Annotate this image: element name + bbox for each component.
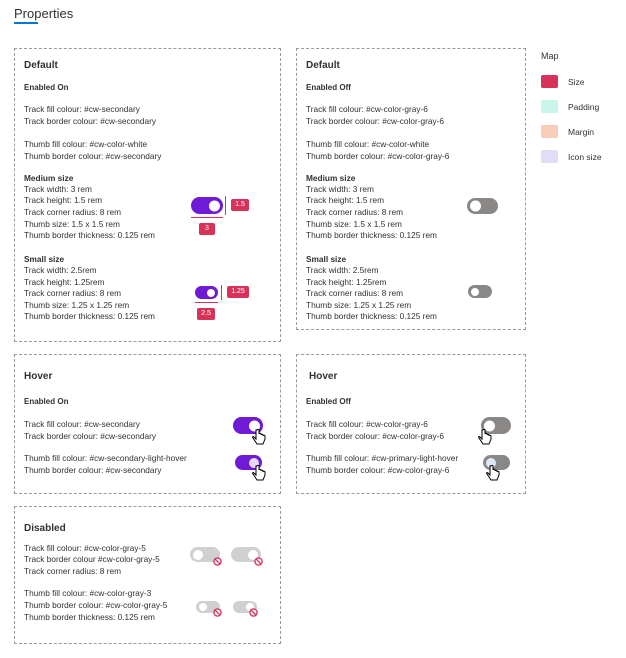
map-swatch-icon-size	[541, 150, 558, 163]
track-border-text: Track border colour: #cw-secondary	[24, 116, 157, 126]
toggle-thumb	[193, 550, 203, 560]
width-dimension-line	[195, 302, 218, 303]
not-allowed-icon	[254, 557, 263, 566]
thumb-border-text: Thumb border colour: #cw-color-gray-6	[306, 151, 450, 161]
map-label: Padding	[568, 102, 600, 112]
card-hover-on	[14, 354, 281, 494]
height-dimension-line	[225, 196, 226, 215]
medium-line: Thumb border thickness: 0.125 rem	[24, 230, 155, 240]
map-swatch-margin	[541, 125, 558, 138]
hand-pointer-icon	[252, 465, 266, 483]
map-label: Icon size	[568, 152, 602, 162]
not-allowed-icon	[249, 608, 258, 617]
thumb-fill-text: Thumb fill colour: #cw-color-white	[24, 139, 148, 149]
medium-heading: Medium size	[306, 173, 356, 183]
thumb-line: Thumb border thickness: 0.125 rem	[24, 612, 155, 622]
toggle-thumb	[471, 288, 479, 296]
track-line: Track corner radius: 8 rem	[24, 566, 121, 576]
width-dimension-line	[191, 217, 223, 218]
not-allowed-icon	[213, 557, 222, 566]
map-swatch-padding	[541, 100, 558, 113]
height-dimension-line	[221, 285, 222, 300]
toggle-thumb	[199, 603, 207, 611]
small-line: Track width: 2.5rem	[24, 265, 97, 275]
track-border-text: Track border colour: #cw-secondary	[24, 431, 157, 441]
small-toggle-on[interactable]	[195, 286, 218, 299]
track-line: Track fill colour: #cw-color-gray-5	[24, 543, 146, 553]
thumb-border-text: Thumb border colour: #cw-secondary	[24, 151, 162, 161]
thumb-fill-text: Thumb fill colour: #cw-secondary-light-hover	[24, 453, 187, 463]
medium-line: Track height: 1.5 rem	[24, 195, 103, 205]
track-fill-text: Track fill colour: #cw-color-gray-6	[306, 104, 428, 114]
map-title: Map	[541, 51, 559, 61]
track-fill-text: Track fill colour: #cw-color-gray-6	[306, 419, 428, 429]
toggle-thumb	[470, 201, 481, 212]
medium-line: Track corner radius: 8 rem	[306, 207, 403, 217]
toggle-thumb	[207, 289, 215, 297]
card-default-off	[296, 48, 526, 330]
small-line: Track corner radius: 8 rem	[24, 288, 121, 298]
medium-line: Thumb size: 1.5 x 1.5 rem	[306, 219, 402, 229]
width-size-badge: 2.5	[197, 308, 215, 320]
track-border-text: Track border colour: #cw-color-gray-6	[306, 116, 445, 126]
small-line: Thumb size: 1.25 x 1.25 rem	[24, 300, 130, 310]
medium-line: Thumb border thickness: 0.125 rem	[306, 230, 437, 240]
height-size-badge: 1.25	[227, 286, 249, 298]
state-label: Enabled Off	[306, 83, 351, 92]
hand-pointer-icon	[478, 429, 492, 447]
thumb-line: Thumb fill colour: #cw-color-gray-3	[24, 588, 152, 598]
map-label: Margin	[568, 127, 594, 137]
width-size-badge: 3	[199, 223, 215, 235]
card-title: Hover	[309, 371, 338, 382]
small-line: Track height: 1.25rem	[306, 277, 387, 287]
title-underline	[14, 22, 38, 24]
map-label: Size	[568, 77, 585, 87]
small-line: Track width: 2.5rem	[306, 265, 379, 275]
medium-line: Thumb size: 1.5 x 1.5 rem	[24, 219, 120, 229]
thumb-fill-text: Thumb fill colour: #cw-primary-light-hover	[306, 453, 459, 463]
small-line: Track corner radius: 8 rem	[306, 288, 403, 298]
card-title: Disabled	[24, 523, 66, 534]
height-size-badge: 1.5	[231, 199, 249, 211]
hand-pointer-icon	[486, 465, 500, 483]
medium-line: Track width: 3 rem	[306, 184, 374, 194]
state-label: Enabled On	[24, 83, 69, 92]
toggle-thumb	[209, 200, 220, 211]
small-line: Track height: 1.25rem	[24, 277, 105, 287]
small-line: Thumb border thickness: 0.125 rem	[306, 311, 437, 321]
medium-toggle-on[interactable]	[191, 197, 223, 214]
small-line: Thumb size: 1.25 x 1.25 rem	[306, 300, 412, 310]
track-fill-text: Track fill colour: #cw-secondary	[24, 104, 140, 114]
track-border-text: Track border colour: #cw-color-gray-6	[306, 431, 445, 441]
card-title: Default	[24, 60, 58, 71]
card-disabled	[14, 506, 281, 644]
thumb-fill-text: Thumb fill colour: #cw-color-white	[306, 139, 430, 149]
small-line: Thumb border thickness: 0.125 rem	[24, 311, 155, 321]
medium-line: Track corner radius: 8 rem	[24, 207, 121, 217]
medium-heading: Medium size	[24, 173, 74, 183]
card-title: Hover	[24, 371, 53, 382]
state-label: Enabled Off	[306, 397, 351, 406]
map-swatch-size	[541, 75, 558, 88]
small-heading: Small size	[24, 254, 65, 264]
small-heading: Small size	[306, 254, 347, 264]
card-default-on	[14, 48, 281, 342]
card-hover-off	[296, 354, 526, 494]
not-allowed-icon	[213, 608, 222, 617]
track-line: Track border colour #cw-color-gray-5	[24, 554, 160, 564]
state-label: Enabled On	[24, 397, 69, 406]
thumb-line: Thumb border colour: #cw-color-gray-5	[24, 600, 168, 610]
small-toggle-off[interactable]	[468, 285, 492, 298]
medium-line: Track width: 3 rem	[24, 184, 92, 194]
medium-toggle-off[interactable]	[467, 198, 498, 214]
card-title: Default	[306, 60, 340, 71]
hand-pointer-icon	[252, 429, 266, 447]
thumb-border-text: Thumb border colour: #cw-secondary	[24, 465, 162, 475]
track-fill-text: Track fill colour: #cw-secondary	[24, 419, 140, 429]
page-title: Properties	[14, 6, 74, 21]
medium-line: Track height: 1.5 rem	[306, 195, 385, 205]
thumb-border-text: Thumb border colour: #cw-color-gray-6	[306, 465, 450, 475]
